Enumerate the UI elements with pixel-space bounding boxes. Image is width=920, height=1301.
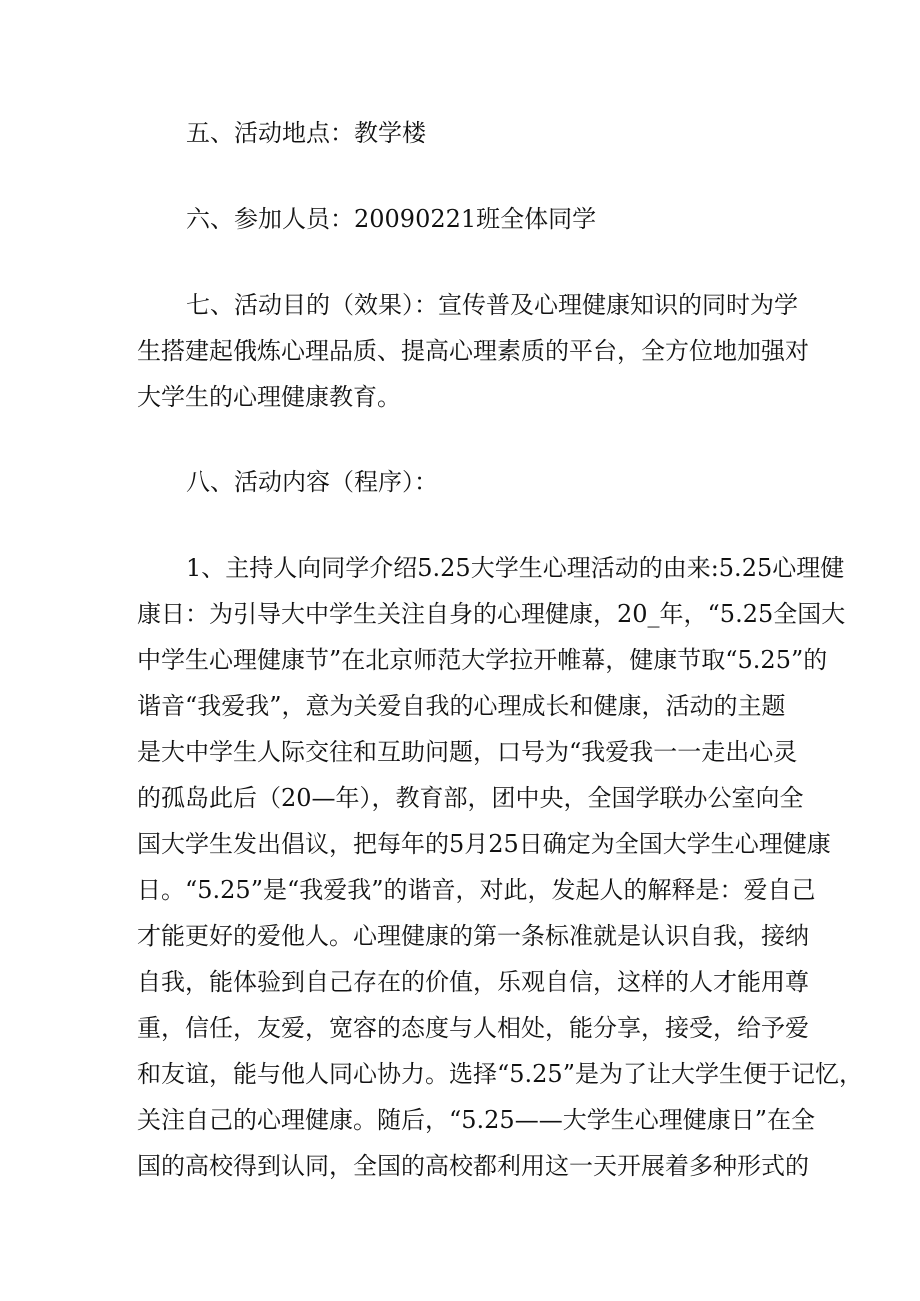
content-paragraph-line-4: 谐音“我爱我”，意为关爱自我的心理成长和健康，活动的主题 <box>137 692 786 720</box>
content-paragraph-line-11: 重，信任，友爱，宽容的态度与人相处，能分享，接受，给予爱 <box>137 1014 809 1042</box>
participants-line: 六、参加人员：20090221班全体同学 <box>186 205 597 233</box>
content-paragraph-line-12: 和友谊，能与他人同心协力。选择“5.25”是为了让大学生便于记忆， <box>137 1060 863 1088</box>
content-heading: 八、活动内容（程序）： <box>186 468 438 496</box>
content-paragraph-line-3: 中学生心理健康节”在北京师范大学拉开帷幕，健康节取“5.25”的 <box>137 646 828 674</box>
content-paragraph-line-9: 才能更好的爱他人。心理健康的第一条标准就是认识自我，接纳 <box>137 922 809 950</box>
content-paragraph-line-5: 是大中学生人际交往和互助问题，口号为“我爱我一一走出心灵 <box>137 738 798 766</box>
content-paragraph-line-6: 的孤岛此后（20—年），教育部，团中央，全国学联办公室向全 <box>137 784 804 812</box>
purpose-line-1: 七、活动目的（效果）：宣传普及心理健康知识的同时为学 <box>186 291 798 319</box>
content-paragraph-line-2: 康日：为引导大中学生关注自身的心理健康，20_年，“5.25全国大 <box>137 600 846 628</box>
purpose-line-3: 大学生的心理健康教育。 <box>137 383 401 411</box>
purpose-line-2: 生搭建起俄炼心理品质、提高心理素质的平台，全方位地加强对 <box>137 337 809 365</box>
content-paragraph-line-13: 关注自己的心理健康。随后，“5.25——大学生心理健康日”在全 <box>137 1106 815 1134</box>
content-paragraph-line-10: 自我，能体验到自己存在的价值，乐观自信，这样的人才能用尊 <box>137 968 809 996</box>
activity-location-line: 五、活动地点：教学楼 <box>186 119 426 147</box>
content-paragraph-line-7: 国大学生发出倡议，把每年的5月25日确定为全国大学生心理健康 <box>137 830 831 858</box>
content-paragraph-line-1: 1、主持人向同学介绍5.25大学生心理活动的由来:5.25心理健 <box>186 554 845 582</box>
content-paragraph-line-14: 国的高校得到认同，全国的高校都利用这一天开展着多种形式的 <box>137 1152 809 1180</box>
content-paragraph-line-8: 日。“5.25”是“我爱我”的谐音，对此，发起人的解释是：爱自己 <box>137 876 816 904</box>
